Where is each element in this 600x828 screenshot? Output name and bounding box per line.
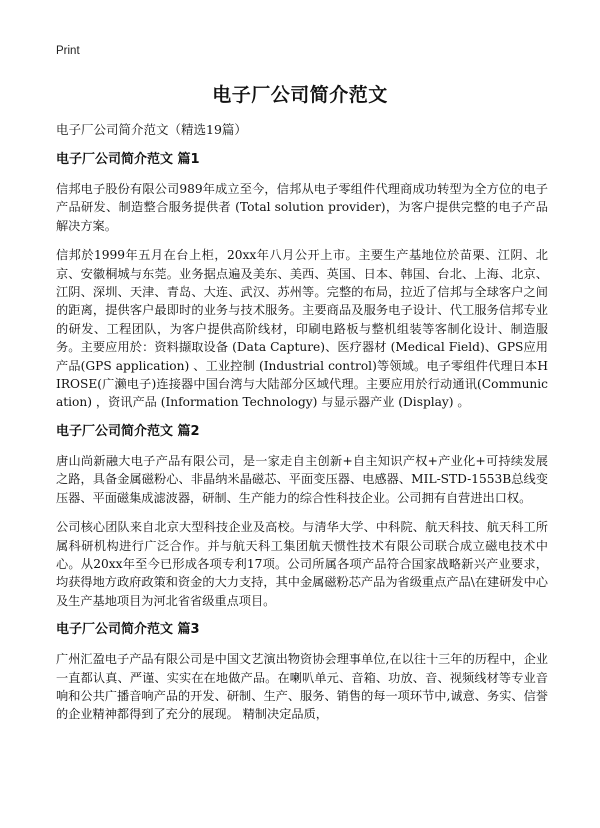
paragraph: 信邦电子股份有限公司989年成立至今，信邦从电子零组件代理商成功转型为全方位的电子产品研发、制造整合服务提供者 (Total solution provider)，为客户提供完整的电子产品解决方案。: [56, 182, 548, 233]
paragraph: 广州汇盈电子产品有限公司是中国文艺演出物资协会理事单位,在以往十三年的历程中，企业一直都认真、严谨、实实在在地做产品。在喇叭单元、音箱、功放、音、视频线材等专业音响和公共广播音响产品的开发、研制、生产、服务、销售的每一项环节中,诚意、务实、信誉的企业精神都得到了充分的展现。 精制决定品质，: [56, 652, 548, 722]
intro-line: 电子厂公司简介范文（精选19篇）: [56, 122, 247, 137]
page-title: 电子厂公司简介范文: [212, 84, 388, 106]
paragraph: 唐山尚新融大电子产品有限公司，是一家走自主创新+自主知识产权+产业化+可持续发展之路，具备金属磁粉心、非晶纳米晶磁芯、平面变压器、电感器、MIL-STD-1553B总线变压器、平面磁集成滤波器，研制、生产能力的综合性科技企业。公司拥有自营进出口权。: [56, 453, 548, 505]
section-2: [56, 423, 548, 610]
section-heading: 电子厂公司简介范文 篇2: [56, 423, 200, 439]
section-heading: 电子厂公司简介范文 篇3: [56, 622, 200, 638]
section-1: [56, 151, 548, 412]
print-link[interactable]: Print: [56, 45, 80, 57]
paragraph: 公司核心团队来自北京大型科技企业及高校。与清华大学、中科院、航天科技、航天科工所属科研机构进行广泛合作。并与航天科工集团航天惯性技术有限公司联合成立磁电技术中心。从20xx年至今已形成各项专利17项。公司所属各项产品符合国家战略新兴产业要求，均获得地方政府政策和资金的大力支持，其中金属磁粉芯产品为省级重点产品\在建研发中心及生产基地项目为河北省省级重点项目。: [56, 520, 548, 608]
section-heading: 电子厂公司简介范文 篇1: [56, 152, 200, 167]
document-body: [56, 121, 548, 735]
paragraph: 信邦於1999年五月在台上柜，20xx年八月公开上市。主要生产基地位於苗栗、江阴、北京、安徽桐城与东莞。业务据点遍及美东、美西、英国、日本、韩国、台北、上海、北京、江阴、深圳、天津、青岛、大连、武汉、苏州等。完整的布局，拉近了信邦与全球客户之间的距离，提供客户最即时的业务与技术服务。主要商品及服务电子设计、代工服务信邦专业的研发、工程团队，为客户提供高阶线材，印刷电路板与整机组装等客制化设计、制造服务。主要应用於：资料撷取设备 (Data Capture)、医疗器材 (Medical Field)、GPS应用产品(GPS application) 、工业控制 (Industrial control)等领域。电子零组件代理日本HIROSE(广濑电子)连接器中国台湾与大陆部分区域代理。主要应用於行动通讯(Communication) ，资讯产品 (Information Technology) 与显示器产业 (Display) 。: [56, 248, 548, 410]
section-3: [56, 621, 548, 724]
